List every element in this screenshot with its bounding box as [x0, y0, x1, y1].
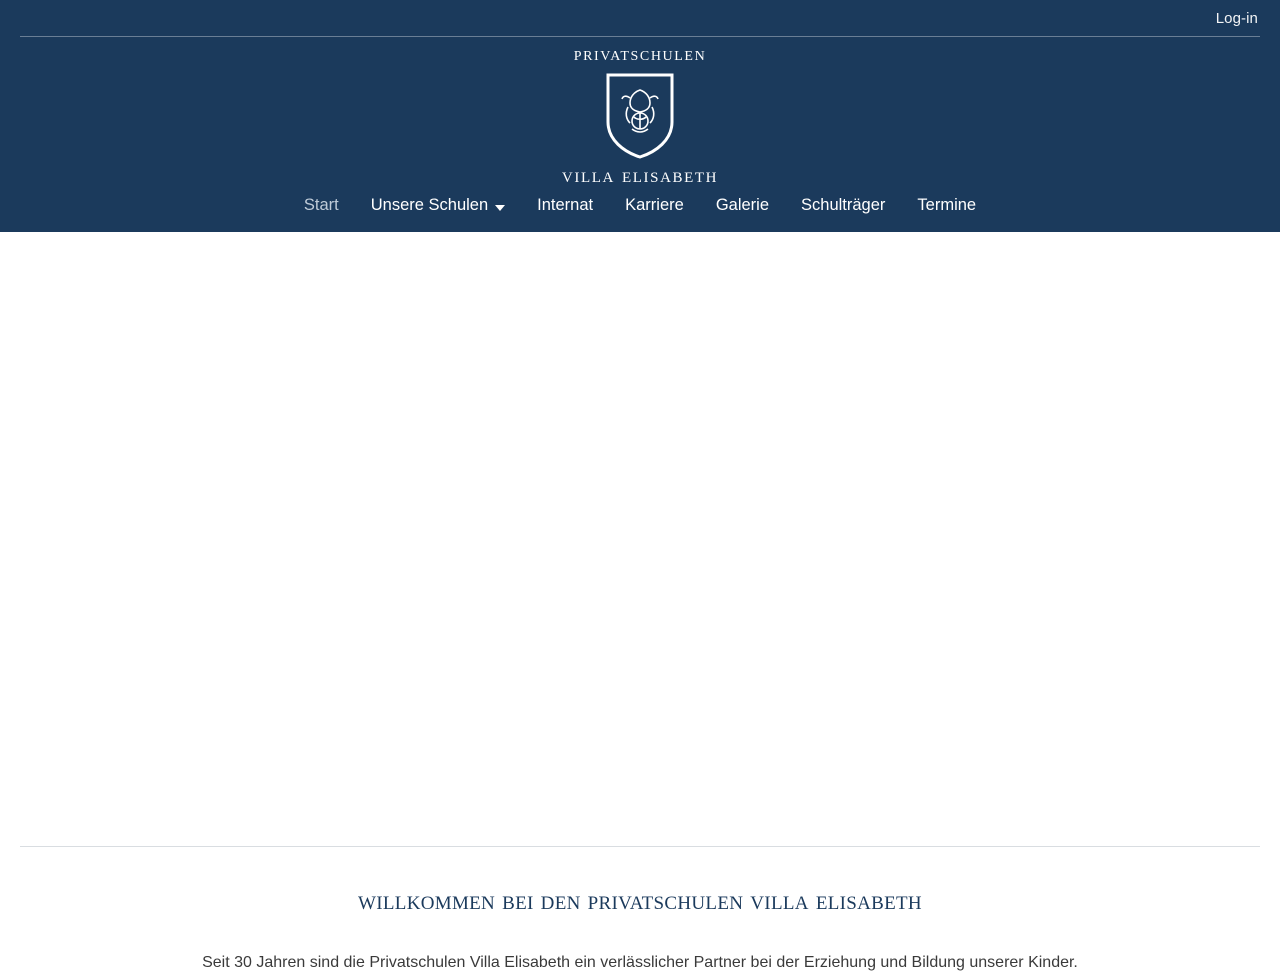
welcome-paragraph: Seit 30 Jahren sind die Privatschulen Villa Elisabeth ein verlässlicher Partner bei der Erziehung und Bildung unserer Kinder.	[202, 954, 1078, 971]
nav-label: Karriere	[625, 196, 684, 214]
site-header	[0, 0, 1280, 232]
nav-item-termine[interactable]	[901, 190, 992, 221]
logo-top-text: privatschulen	[573, 43, 707, 65]
header-divider	[20, 36, 1260, 37]
nav-item-start[interactable]	[288, 190, 355, 221]
main-navigation	[0, 190, 1280, 221]
nav-item-galerie[interactable]	[700, 190, 785, 221]
hero-divider	[20, 846, 1260, 847]
nav-item-internat[interactable]	[521, 190, 609, 221]
logo-bottom-text: villa elisabeth	[561, 162, 719, 187]
nav-label: Galerie	[715, 196, 770, 214]
login-link[interactable]: Log-in	[1215, 9, 1258, 27]
nav-item-karriere[interactable]	[609, 190, 700, 221]
nav-label: Internat	[537, 196, 594, 214]
hero-slider-area	[0, 232, 1280, 847]
nav-item-schultraeger[interactable]	[785, 190, 901, 221]
nav-label: Termine	[917, 196, 977, 214]
nav-item-unsere-schulen[interactable]	[355, 190, 521, 221]
nav-label: Unsere Schulen	[370, 196, 489, 214]
chevron-down-icon[interactable]	[495, 205, 505, 211]
site-logo[interactable]	[0, 44, 1280, 186]
utility-bar	[0, 0, 1280, 36]
page-title: willkommen bei den privatschulen villa elisabeth	[358, 885, 922, 915]
nav-label: Schulträger	[801, 196, 886, 214]
nav-label: Start	[303, 196, 339, 214]
welcome-section	[0, 847, 1280, 976]
heraldic-shield-crest-icon	[604, 72, 676, 160]
